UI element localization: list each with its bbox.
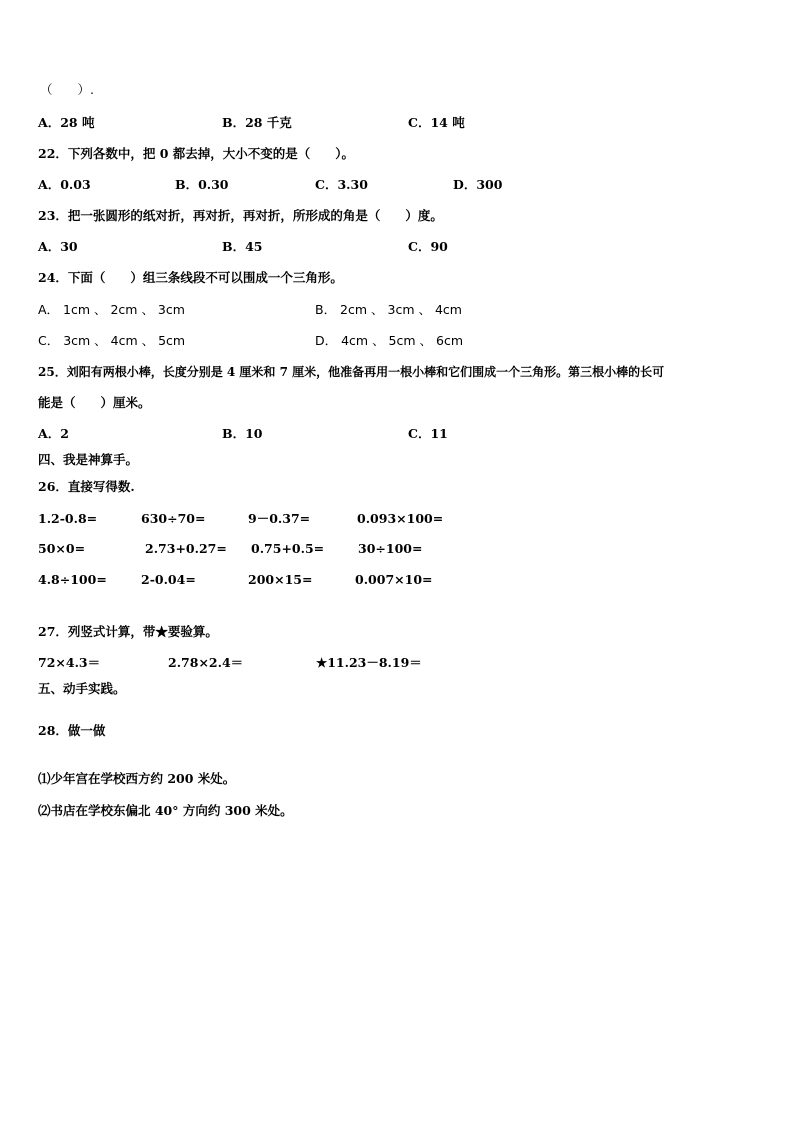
q22-option-d: D．300 bbox=[453, 177, 503, 192]
q22-option-b: B．0.30 bbox=[175, 177, 229, 192]
q26-r2-c3: 0.75+0.5= bbox=[251, 541, 325, 556]
q24-option-a: A． 1cm 、 2cm 、 3cm bbox=[38, 302, 185, 317]
q26-r2-c1: 50×0= bbox=[38, 541, 86, 556]
q25-option-a: A．2 bbox=[38, 426, 69, 441]
q26-r3-c1: 4.8÷100= bbox=[38, 572, 107, 587]
q26-r1-c2: 630÷70= bbox=[141, 511, 206, 526]
q28-item-2: ⑵书店在学校东偏北 40° 方向约 300 米处。 bbox=[38, 803, 293, 818]
q27-item-3: ★11.23－8.19＝ bbox=[316, 655, 422, 670]
q26-stem: 26．直接写得数. bbox=[38, 479, 135, 494]
q24-option-d: D． 4cm 、 5cm 、 6cm bbox=[315, 333, 463, 348]
q28-stem: 28．做一做 bbox=[38, 723, 106, 738]
q27-item-1: 72×4.3＝ bbox=[38, 655, 101, 670]
q22-option-a: A．0.03 bbox=[38, 177, 91, 192]
q24-option-c: C． 3cm 、 4cm 、 5cm bbox=[38, 333, 186, 348]
q26-r3-c4: 0.007×10= bbox=[355, 572, 433, 587]
section-4-heading: 四、我是神算手。 bbox=[38, 452, 139, 467]
q26-r3-c2: 2-0.04= bbox=[141, 572, 196, 587]
q26-r1-c4: 0.093×100= bbox=[357, 511, 444, 526]
q26-r3-c3: 200×15= bbox=[248, 572, 313, 587]
q28-item-1: ⑴少年宫在学校西方约 200 米处。 bbox=[38, 771, 236, 786]
q24-option-b: B． 2cm 、 3cm 、 4cm bbox=[315, 302, 462, 317]
q24-stem: 24．下面（ ）组三条线段不可以围成一个三角形。 bbox=[38, 270, 343, 285]
q21-tail: （ ）. bbox=[40, 82, 94, 97]
q25-stem-line1: 25．刘阳有两根小棒，长度分别是 4 厘米和 7 厘米，他准备再用一根小棒和它们围成一个三角形。第三根小棒的长可 bbox=[38, 365, 665, 379]
q23-option-b: B．45 bbox=[222, 239, 263, 254]
q26-r2-c2: 2.73+0.27= bbox=[145, 541, 227, 556]
q23-option-a: A．30 bbox=[38, 239, 78, 254]
q23-stem: 23．把一张圆形的纸对折，再对折，再对折，所形成的角是（ ）度。 bbox=[38, 208, 443, 223]
q23-option-c: C．90 bbox=[408, 239, 448, 254]
q27-item-2: 2.78×2.4＝ bbox=[168, 655, 244, 670]
q22-stem: 22．下列各数中，把 0 都去掉，大小不变的是（ ）。 bbox=[38, 146, 355, 161]
section-5-heading: 五、动手实践。 bbox=[38, 681, 126, 696]
q21-option-c: C．14 吨 bbox=[408, 115, 465, 130]
q26-r2-c4: 30÷100= bbox=[358, 541, 423, 556]
q25-option-b: B．10 bbox=[222, 426, 263, 441]
q22-option-c: C．3.30 bbox=[315, 177, 368, 192]
q26-r1-c3: 9－0.37= bbox=[248, 511, 311, 526]
q21-option-a: A．28 吨 bbox=[38, 115, 95, 130]
q25-option-c: C．11 bbox=[408, 426, 448, 441]
q27-stem: 27．列竖式计算，带★要验算。 bbox=[38, 624, 218, 639]
q26-r1-c1: 1.2-0.8= bbox=[38, 511, 98, 526]
q21-option-b: B．28 千克 bbox=[222, 115, 292, 130]
q25-stem-line2: 能是（ ）厘米。 bbox=[38, 395, 151, 410]
